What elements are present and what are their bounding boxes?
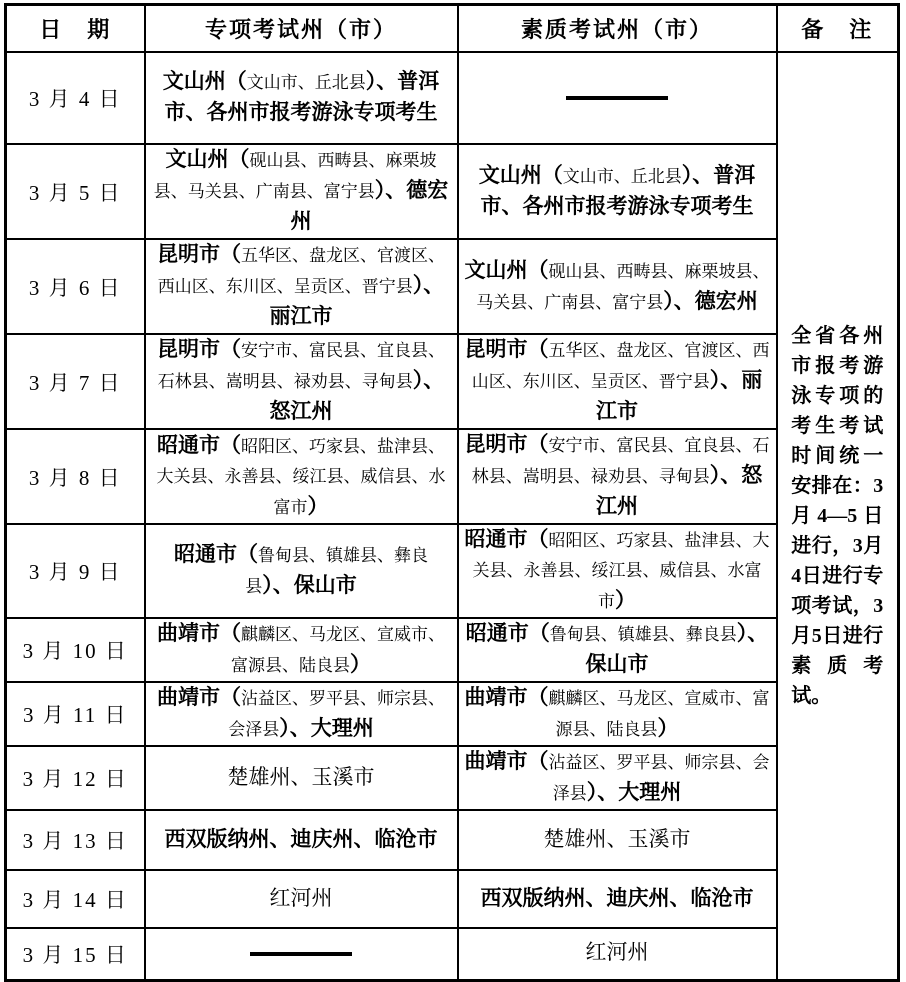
quality-exam-cell [458, 429, 777, 524]
special-exam-cell [145, 618, 458, 682]
text-run: ）、丽江市 [596, 368, 763, 423]
table-row [6, 524, 899, 618]
quality-exam-cell [458, 334, 777, 429]
dash-placeholder [250, 952, 352, 956]
text-run: ）、大理州 [586, 780, 682, 804]
text-run: 五华区、盘龙区、官渡区、西山区、东川区、呈贡区、晋宁县 [157, 246, 445, 296]
quality-exam-cell [458, 682, 777, 746]
special-exam-cell [145, 52, 458, 144]
text-run: 文山市、丘北县 [246, 73, 366, 92]
text-run: 昭通市（ [174, 542, 258, 566]
table-header-row [6, 5, 899, 53]
date-cell: 3 月 8 日 [6, 429, 145, 524]
text-run: ）、保山市 [585, 621, 769, 676]
quality-exam-cell [458, 870, 777, 928]
header-quality-exam: 素质考试州（市） [458, 5, 777, 53]
special-exam-cell [145, 746, 458, 810]
text-run: 昆明市（ [157, 337, 241, 361]
table-row [6, 144, 899, 239]
table-row [6, 618, 899, 682]
text-run: 昭阳区、巧家县、盐津县、大关县、永善县、绥江县、威信县、水富市 [472, 531, 770, 611]
quality-exam-cell [458, 618, 777, 682]
special-exam-cell [145, 682, 458, 746]
quality-exam-cell [458, 746, 777, 810]
date-cell: 3 月 11 日 [6, 682, 145, 746]
table-row [6, 52, 899, 144]
table-row [6, 746, 899, 810]
quality-exam-cell [458, 810, 777, 870]
header-date: 日 期 [6, 5, 145, 53]
date-cell: 3 月 14 日 [6, 870, 145, 928]
header-remark: 备 注 [777, 5, 899, 53]
text-run: 楚雄州、玉溪市 [543, 826, 691, 851]
special-exam-cell [145, 870, 458, 928]
text-run: 昭通市（ [465, 621, 550, 645]
text-run: ）、保山市 [262, 573, 357, 597]
text-run: ）、德宏州 [663, 288, 758, 313]
text-run: 西双版纳州、迪庆州、临沧市 [480, 885, 754, 910]
text-run: 砚山县、西畴县、麻栗坡县、马关县、广南县、富宁县 [153, 151, 437, 201]
special-exam-cell [145, 334, 458, 429]
quality-exam-cell [458, 239, 777, 334]
quality-exam-cell [458, 52, 777, 144]
text-run: 文山州（ [165, 147, 250, 171]
text-run: 安宁市、富民县、宜良县、石林县、嵩明县、禄劝县、寻甸县 [157, 341, 445, 391]
text-run: ）、普洱市、各州市报考游泳专项考生 [164, 69, 440, 124]
date-cell: 3 月 10 日 [6, 618, 145, 682]
text-run: 红河州 [269, 885, 333, 910]
text-run: 五华区、盘龙区、官渡区、西山区、东川区、呈贡区、晋宁县 [471, 341, 770, 391]
text-run: ）、怒江州 [596, 463, 763, 518]
remark-cell [777, 52, 899, 980]
text-run: 昆明市（ [157, 242, 241, 266]
date-cell: 3 月 15 日 [6, 928, 145, 980]
date-cell: 3 月 5 日 [6, 144, 145, 239]
dash-placeholder [566, 96, 668, 100]
table-row [6, 239, 899, 334]
date-cell: 3 月 7 日 [6, 334, 145, 429]
text-run: 昭通市（ [157, 432, 241, 457]
text-run: 昭通市（ [464, 527, 549, 551]
special-exam-cell [145, 144, 458, 239]
text-run: 文山州（ [478, 162, 563, 187]
quality-exam-cell [458, 928, 777, 980]
text-run: 沾益区、罗平县、师宗县、会泽县 [548, 753, 770, 803]
text-run: ）、大理州 [279, 716, 374, 740]
table-row [6, 928, 899, 980]
text-run: 鲁甸县、镇雄县、彝良县 [549, 625, 737, 644]
date-cell: 3 月 6 日 [6, 239, 145, 334]
special-exam-cell [145, 239, 458, 334]
text-run: ）、普洱市、各州市报考游泳专项考生 [480, 162, 756, 218]
text-run: 昭阳区、巧家县、盐津县、大关县、永善县、绥江县、威信县、水富市 [156, 436, 446, 517]
date-cell: 3 月 9 日 [6, 524, 145, 618]
date-cell: 3 月 12 日 [6, 746, 145, 810]
text-run: ） [350, 652, 371, 676]
table-row [6, 334, 899, 429]
table-row [6, 870, 899, 928]
quality-exam-cell [458, 144, 777, 239]
date-cell: 3 月 13 日 [6, 810, 145, 870]
text-run: 沾益区、罗平县、师宗县、会泽县 [228, 689, 445, 739]
special-exam-cell [145, 928, 458, 980]
header-special-exam: 专项考试州（市） [145, 5, 458, 53]
text-run: 曲靖市（ [157, 685, 241, 709]
text-run: ）、怒江州 [269, 368, 445, 423]
date-cell: 3 月 4 日 [6, 52, 145, 144]
text-run: 昆明市（ [464, 337, 549, 361]
text-run: 麒麟区、马龙区、宣威市、富源县、陆良县 [548, 689, 770, 739]
exam-schedule-table [4, 3, 900, 982]
text-run: 麒麟区、马龙区、宣威市、富源县、陆良县 [231, 625, 445, 675]
text-run: 曲靖市（ [157, 621, 241, 645]
text-run: 文山州（ [464, 257, 549, 282]
text-run: 西双版纳州、迪庆州、临沧市 [164, 826, 438, 851]
remark-text: 全省各州市报考游泳专项的考生考试时间统一安排在：3月4—5日进行，3月4日进行专项考试，3月5日进行素质考试。 [791, 324, 884, 707]
text-run: 砚山县、西畴县、麻栗坡县、马关县、广南县、富宁县 [476, 261, 770, 312]
text-run: ） [307, 493, 329, 518]
text-run: 文山市、丘北县 [562, 166, 682, 186]
table-row [6, 682, 899, 746]
text-run: ） [657, 716, 679, 740]
text-run: ） [615, 588, 636, 612]
text-run: 楚雄州、玉溪市 [227, 764, 375, 789]
text-run: ）、德宏州 [290, 178, 449, 233]
text-run: 红河州 [585, 940, 649, 965]
text-run: 昆明市（ [464, 432, 549, 456]
text-run: 文山州（ [162, 69, 247, 93]
table-row [6, 810, 899, 870]
table-row [6, 429, 899, 524]
special-exam-cell [145, 524, 458, 618]
special-exam-cell [145, 429, 458, 524]
text-run: 鲁甸县、镇雄县、彝良县 [245, 546, 428, 596]
special-exam-cell [145, 810, 458, 870]
quality-exam-cell [458, 524, 777, 618]
table-body [6, 52, 899, 980]
text-run: 曲靖市（ [464, 685, 549, 709]
text-run: 曲靖市（ [464, 749, 549, 773]
text-run: 安宁市、富民县、宜良县、石林县、嵩明县、禄劝县、寻甸县 [471, 436, 770, 486]
text-run: ）、丽江市 [269, 273, 445, 328]
